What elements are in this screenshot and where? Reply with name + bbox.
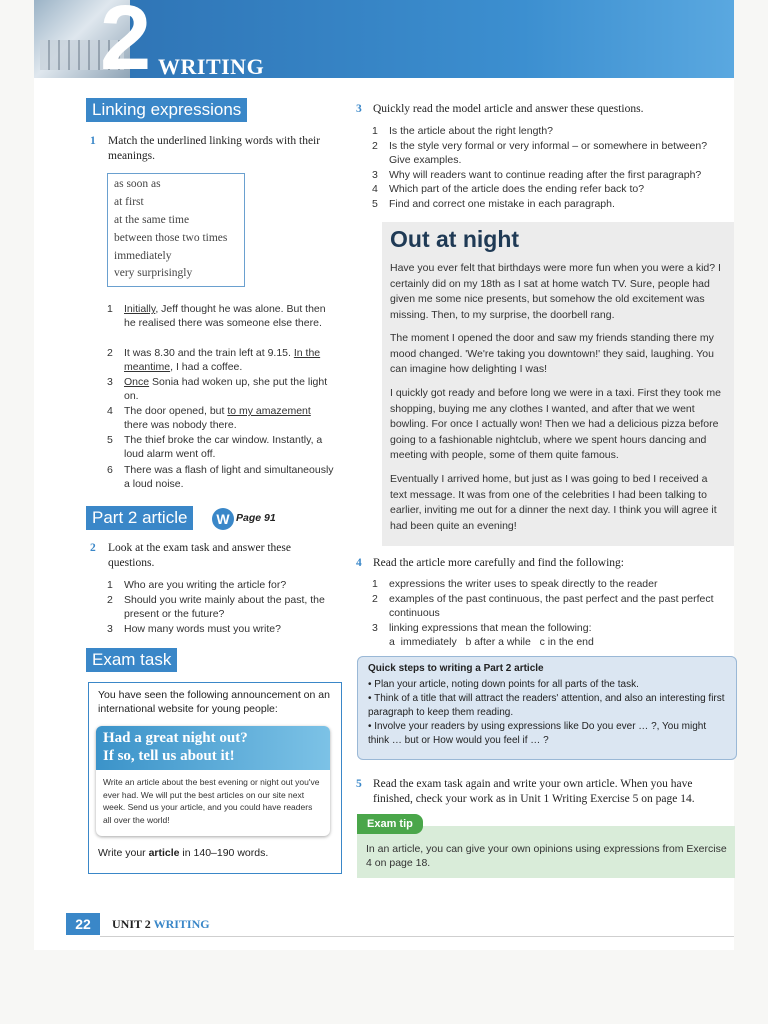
workbook-ref-icon: W	[212, 508, 234, 530]
article-paragraph: The moment I opened the door and saw my friends standing there my mood changed. 'We're taking you downtown!' they said, laughing. You can imagine how delighting I was!	[390, 332, 714, 375]
question-text: Read the exam task again and write your own article. When you have finished, check your work as in Unit 1 Writing Exercise 5 on page 14.	[373, 778, 695, 805]
announcement-title-2: If so, tell us about it!	[103, 748, 235, 764]
sentence-text: Once Sonia had woken up, she put the light on.	[124, 376, 328, 402]
question-3	[356, 102, 732, 117]
list-item: 4 Which part of the article does the ending refer back to?	[372, 183, 645, 195]
announcement-title-1: Had a great night out?	[103, 730, 248, 746]
linking-expression: Initially	[124, 303, 156, 315]
sentence-item: 4 The door opened, but to my amazement there was nobody there.	[107, 404, 337, 432]
unit-title: WRITING	[158, 54, 265, 79]
list-item: 1 expressions the writer uses to speak directly to the reader	[372, 578, 658, 590]
quick-steps-title: Quick steps to writing a Part 2 article	[368, 663, 544, 674]
meaning-item: at first	[114, 196, 144, 208]
question-number: 3	[356, 103, 362, 115]
exam-intro: You have seen the following announcement on an international website for young people:	[98, 689, 330, 715]
question-4	[356, 556, 732, 571]
question-number: 4	[356, 557, 362, 569]
question-number: 5	[356, 778, 362, 790]
article-paragraph: I quickly got ready and before long we were in a taxi. First they took me shopping, buying me any clothes I wanted, and after that we went bowling. For once I actually won! Then we had a delicious pizza before going to a fashionable nightclub, where we spent hours dancing and meeting with people, some of them quite famous.	[390, 387, 721, 461]
article-title: Out at night	[390, 226, 520, 252]
sentence-text: It was 8.30 and the train left at 9.15. In the meantime, I had a coffee.	[124, 347, 321, 373]
meaning-item: as soon as	[114, 178, 161, 190]
linking-expression: Once	[124, 376, 150, 388]
question-number: 2	[90, 542, 96, 554]
footer-title: UNIT 2 WRITING	[112, 917, 210, 931]
list-item: 2 examples of the past continuous, the past perfect and the past perfect continuous	[372, 593, 714, 619]
question-text: Read the article more carefully and find the following:	[373, 557, 624, 569]
quick-steps-bullet: • Think of a title that will attract the readers' attention, and also an interesting first paragraph to keep them reading.	[368, 693, 725, 718]
question-text: Look at the exam task and answer these questions.	[108, 542, 291, 569]
linking-expression: In the meantime	[124, 347, 321, 373]
question-text: Match the underlined linking words with their meanings.	[108, 135, 321, 162]
page-number: 22	[66, 913, 100, 935]
sentence-item: 1 Initially, Jeff thought he was alone. But then he realised there was someone else there.	[107, 302, 337, 344]
section-heading-exam-task: Exam task	[86, 648, 177, 672]
exam-tip-label: Exam tip	[357, 814, 423, 834]
list-item: 5 Find and correct one mistake in each paragraph.	[372, 198, 615, 210]
meaning-item: at the same time	[114, 214, 190, 226]
question-5	[356, 777, 734, 805]
meaning-item: between those two times	[114, 232, 228, 244]
word-count-instruction: Write your article in 140–190 words.	[98, 847, 269, 859]
article-paragraph: Have you ever felt that birthdays were more fun when you were a kid? I certainly did on my 18th as I sat at home watch TV. Sure, people had given me some nice presents, but somehow the old excitement was missing. Then, to my surprise, the doorbell rang.	[390, 262, 721, 321]
sentence-text: There was a flash of light and simultaneously a loud noise.	[124, 464, 334, 490]
list-item: 1 Who are you writing the article for?	[107, 579, 287, 591]
sentence-text: Initially, Jeff thought he was alone. But then he realised there was someone else there.	[124, 303, 326, 329]
list-item: 2 Is the style very formal or very informal – or somewhere in between? Give examples.	[372, 140, 708, 166]
linking-expression: to my amazement	[227, 405, 311, 417]
list-item: 1 Is the article about the right length?	[372, 125, 554, 137]
list-item: 3 Why will readers want to continue reading after the first paragraph?	[372, 169, 702, 181]
sentence-item: 6 There was a flash of light and simultaneously a loud noise.	[107, 463, 337, 491]
section-heading-linking: Linking expressions	[86, 98, 247, 122]
sentence-text: The thief broke the car window. Instantly, a loud alarm went off.	[124, 434, 323, 460]
sub-items: a immediately b after a while c in the end	[389, 636, 594, 648]
question-number: 1	[90, 135, 96, 147]
section-heading-part2: Part 2 article	[86, 506, 193, 530]
question-1	[90, 134, 330, 162]
meaning-item: immediately	[114, 250, 172, 262]
list-item: 3 How many words must you write?	[107, 623, 281, 635]
question-2	[90, 541, 330, 569]
announcement-body: Write an article about the best evening or night out you've ever had. We will put the best articles on our site next week. Send us your article, and you could have readers all over the world!	[103, 777, 320, 825]
sentence-text: The door opened, but to my amazement there was nobody there.	[124, 405, 311, 431]
quick-steps-bullet: • Involve your readers by using expressions like Do you ever … ?, You might think … but or How would you feel if … ?	[368, 721, 707, 746]
list-item: 2 Should you write mainly about the past, the present or the future?	[107, 594, 325, 620]
article-paragraph: Eventually I arrived home, but just as I was going to bed I received a text message. It was from one of the celebrities I had been talking to earlier, inviting me out for a dinner the next day. I think you will agree it had been quite an evening!	[390, 473, 717, 532]
list-item: 3 linking expressions that mean the following:	[372, 622, 592, 634]
meanings-box	[107, 173, 245, 287]
meaning-item: very surprisingly	[114, 267, 193, 279]
sentence-item: 5 The thief broke the car window. Instantly, a loud alarm went off.	[107, 433, 337, 461]
footer-rule	[100, 936, 734, 937]
unit-number: 2	[100, 0, 152, 89]
question-text: Quickly read the model article and answer these questions.	[373, 103, 644, 115]
quick-steps-bullet: • Plan your article, noting down points for all parts of the task.	[368, 679, 639, 690]
exam-tip-text: In an article, you can give your own opinions using expressions from Exercise 4 on page 18.	[366, 843, 727, 869]
page-reference[interactable]: Page 91	[236, 512, 276, 524]
sentence-item: 3 Once Sonia had woken up, she put the light on.	[107, 375, 337, 403]
sentence-item: 2 It was 8.30 and the train left at 9.15. In the meantime, I had a coffee.	[107, 346, 337, 374]
